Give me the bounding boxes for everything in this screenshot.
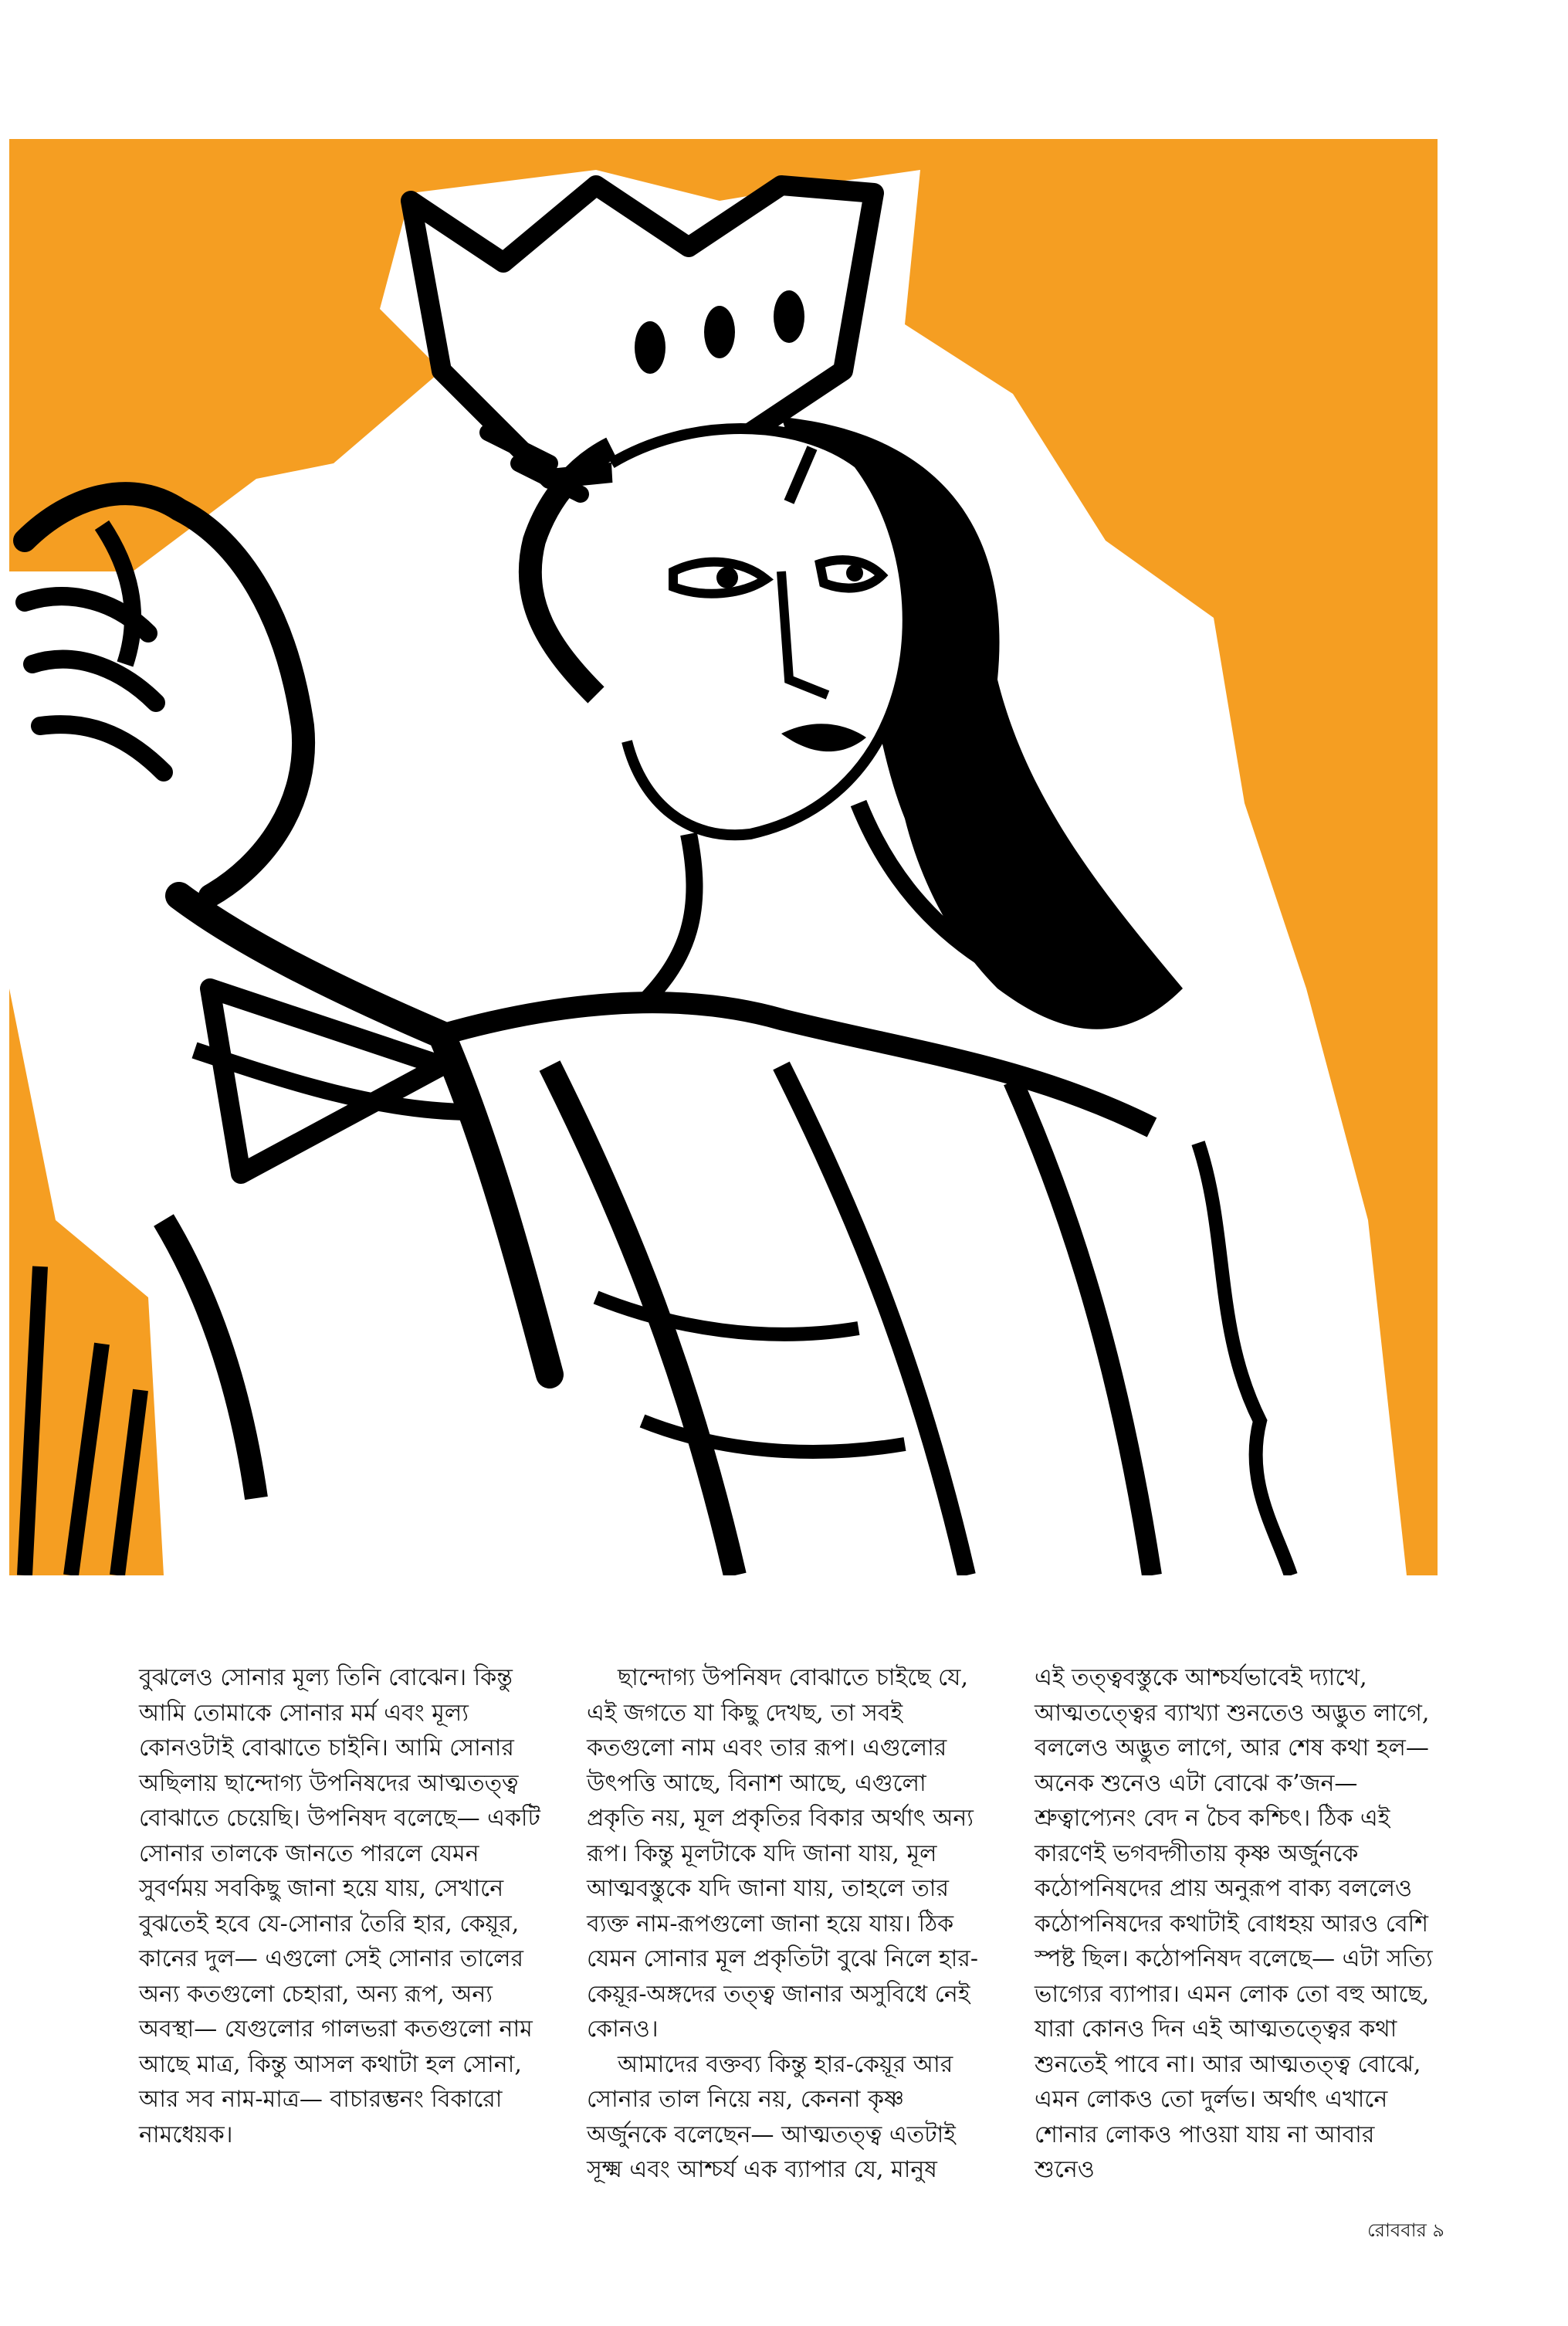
paragraph: বুঝলেও সোনার মূল্য তিনি বোঝেন। কিন্তু আমি তোমাকে সোনার মর্ম এবং মূল্য কোনওটাই বোঝাতে চাইনি। আমি সোনার অছিলায় ছান্দোগ্য উপনিষদের আত্মতত্ত্ব বোঝাতে চেয়েছি। উপনিষদ বলেছে— একটি সোনার তালকে জানতে পারলে যেমন সুবর্ণময় সবকিছু জানা হয়ে যায়, সেখানে বুঝতেই হবে যে-সোনার তৈরি হার, কেয়ূর, কানের দুল— এগুলো সেই সোনার তালের অন্য কতগুলো চেহারা, অন্য রূপ, অন্য অবস্থা— যেগুলোর গালভরা কতগুলো নাম আছে মাত্র, কিন্তু আসল কথাটা হল সোনা, আর সব নাম-মাত্র— বাচারম্ভনং বিকারো নামধেয়ক। [139,1664,540,2148]
article-column-1 [139,1660,540,2152]
paragraph: ছান্দোগ্য উপনিষদ বোঝাতে চাইছে যে, এই জগতে যা কিছু দেখছ, তা সবই কতগুলো নাম এবং তার রূপ। এগুলোর উৎপত্তি আছে, বিনাশ আছে, এগুলো প্রকৃতি নয়, মূল প্রকৃতির বিকার অর্থাৎ অন্য রূপ। কিন্তু মূলটাকে যদি জানা যায়, মূল আত্মবস্তুকে যদি জানা যায়, তাহলে তার ব্যক্ত নাম-রূপগুলো জানা হয়ে যায়। ঠিক যেমন সোনার মূল প্রকৃতিটা বুঝে নিলে হার-কেয়ূর-অঙ্গদের তত্ত্ব জানার অসুবিধে নেই কোনও। [587,1664,979,2043]
paragraph: আমাদের বক্তব্য কিন্তু হার-কেয়ূর আর সোনার তাল নিয়ে নয়, কেননা কৃষ্ণ অর্জুনকে বলেছেন— আত্মতত্ত্ব এতটাই সূক্ষ্ম এবং আশ্চর্য এক ব্যাপার যে, মানুষ [587,2050,956,2183]
goddess-illustration [9,139,1438,1575]
paragraph: এই তত্ত্ববস্তুকে আশ্চর্যভাবেই দ্যাখে, আত্মতত্ত্বের ব্যাখ্যা শুনতেও অদ্ভুত লাগে, বললেও অদ্ভুত লাগে, আর শেষ কথা হল— অনেক শুনেও এটা বোঝে ক’জন— শ্রুত্বাপ্যেনং বেদ ন চৈব কশ্চিৎ। ঠিক এই কারণেই ভগবদ্গীতায় কৃষ্ণ অর্জুনকে কঠোপনিষদের প্রায় অনুরূপ বাক্য বললেও কঠোপনিষদের কথাটাই বোধহয় আরও বেশি স্পষ্ট ছিল। কঠোপনিষদ বলেছে— এটা সত্যি ভাগ্যের ব্যাপার। এমন লোক তো বহু আছে, যারা কোনও দিন এই আত্মতত্ত্বের কথা শুনতেই পাবে না। আর আত্মতত্ত্ব বোঝে, এমন লোকও তো দুর্লভ। অর্থাৎ এখানে শোনার লোকও পাওয়া যায় না আবার শুনেও [1035,1664,1433,2183]
article-column-2 [587,1660,988,2188]
article-columns [139,1660,1436,2201]
article-column-3 [1035,1660,1436,2188]
goddess-illustration-icon [9,139,1438,1575]
page-folio: রোববার ৯ [1367,2219,1444,2241]
